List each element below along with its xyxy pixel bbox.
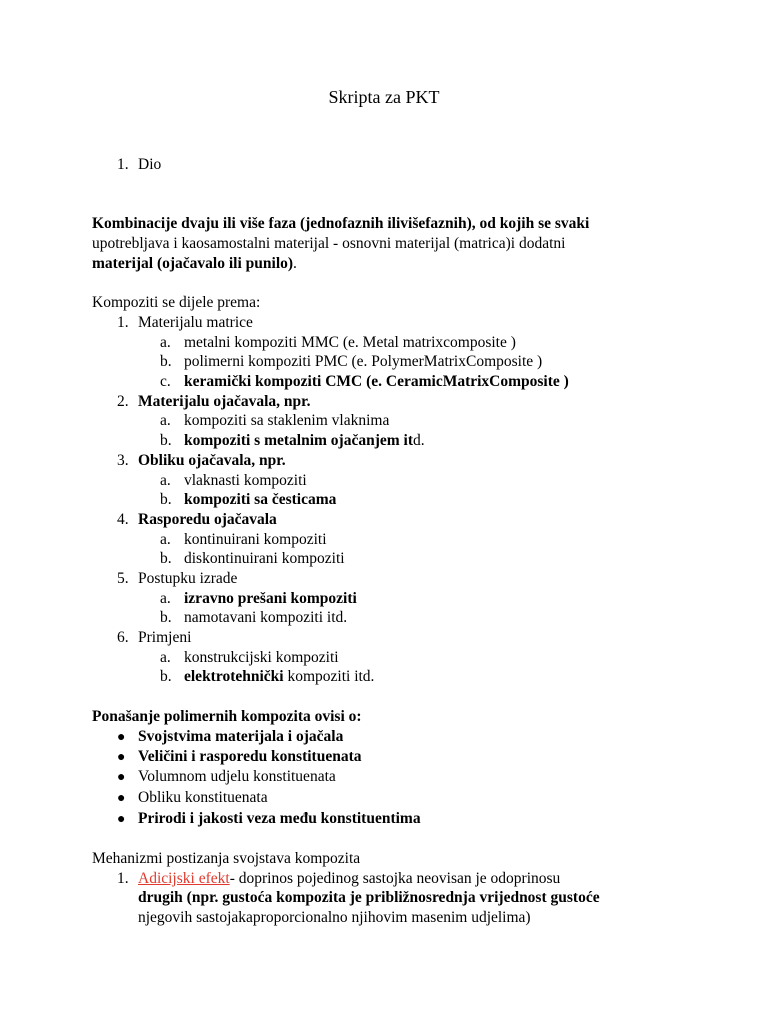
list-item: metalni kompoziti MMC (e. Metal matrixcomposite ): [184, 334, 516, 351]
list-item: [184, 667, 374, 687]
mechanism-line-1-rest: - doprinos pojedinog sastojka neovisan je odoprinosu: [229, 870, 561, 887]
group-label: Obliku ojačavala, npr.: [138, 452, 286, 469]
adicijski-efekt-link[interactable]: Adicijski efekt: [138, 870, 230, 887]
item-mark: a.: [160, 531, 171, 548]
list-item: keramički kompoziti CMC (e. CeramicMatrixComposite ): [184, 373, 569, 390]
list-item: diskontinuirani kompoziti: [184, 550, 345, 567]
group-number: 5.: [117, 570, 129, 587]
item-mark: b.: [160, 432, 172, 449]
item-mark: a.: [160, 472, 171, 489]
list-item: kompoziti sa staklenim vlaknima: [184, 412, 390, 429]
bullet-item: Volumnom udjelu konstituenata: [138, 768, 336, 785]
item-mark: c.: [160, 373, 171, 390]
group-label: Postupku izrade: [138, 570, 238, 587]
list-item: kontinuirani kompoziti: [184, 531, 327, 548]
list-item: polimerni kompoziti PMC (e. PolymerMatrixComposite ): [184, 353, 543, 370]
group-label: Materijalu ojačavala, npr.: [138, 393, 311, 410]
mechanism-line-2: drugih (npr. gustoća kompozita je približnosrednja vrijednost gustoće: [138, 889, 600, 906]
bullet-icon: ●: [117, 730, 126, 745]
division-heading: Kompoziti se dijele prema:: [92, 294, 261, 311]
list-item-tail: d.: [413, 432, 425, 449]
item-mark: b.: [160, 353, 172, 370]
list-item: vlaknasti kompoziti: [184, 472, 307, 489]
group-number: 3.: [117, 452, 129, 469]
bullet-icon: ●: [117, 791, 126, 806]
item-mark: b.: [160, 550, 172, 567]
mechanisms-heading: Mehanizmi postizanja svojstava kompozita: [92, 850, 361, 867]
bullet-item: Svojstvima materijala i ojačala: [138, 728, 344, 745]
definition-line-1: Kombinacije dvaju ili više faza (jednofaznih ilivišefaznih), od kojih se svaki: [92, 215, 590, 232]
definition-end: .: [293, 255, 297, 272]
mechanism-line-1: [138, 869, 560, 889]
bullet-item: Prirodi i jakosti veza među konstituentima: [138, 810, 421, 827]
behaviour-heading: Ponašanje polimernih kompozita ovisi o:: [92, 708, 362, 725]
group-number: 2.: [117, 393, 129, 410]
section-number: 1.: [117, 156, 129, 173]
item-mark: a.: [160, 334, 171, 351]
mechanism-line-3: njegovih sastojakaproporcionalno njihovim masenim udjelima): [138, 909, 531, 926]
group-number: 1.: [117, 314, 129, 331]
section-label: Dio: [138, 156, 162, 173]
list-item: [184, 431, 425, 451]
bullet-icon: ●: [117, 770, 126, 785]
item-mark: a.: [160, 649, 171, 666]
list-item: kompoziti sa česticama: [184, 491, 337, 508]
list-item-bold: kompoziti s metalnim ojačanjem it: [184, 432, 414, 449]
group-number: 4.: [117, 511, 129, 528]
item-mark: a.: [160, 412, 171, 429]
definition-bold-term: materijal (ojačavalo ili punilo): [92, 255, 294, 272]
item-mark: b.: [160, 609, 172, 626]
mechanism-number: 1.: [117, 870, 129, 887]
group-label: Materijalu matrice: [138, 314, 253, 331]
item-mark: b.: [160, 668, 172, 685]
group-number: 6.: [117, 629, 129, 646]
list-item-tail: kompoziti itd.: [283, 668, 375, 685]
bullet-item: Obliku konstituenata: [138, 789, 268, 806]
group-label: Primjeni: [138, 629, 192, 646]
definition-line-3: [92, 254, 297, 274]
list-item-bold: elektrotehnički: [184, 668, 284, 685]
bullet-icon: ●: [117, 812, 126, 827]
item-mark: b.: [160, 491, 172, 508]
list-item: konstrukcijski kompoziti: [184, 649, 339, 666]
page-title: Skripta za PKT: [328, 87, 440, 107]
list-item: izravno prešani kompoziti: [184, 590, 357, 607]
group-label: Rasporedu ojačavala: [138, 511, 277, 528]
list-item: namotavani kompoziti itd.: [184, 609, 348, 626]
item-mark: a.: [160, 590, 171, 607]
bullet-icon: ●: [117, 750, 126, 765]
bullet-item: Veličini i rasporedu konstituenata: [138, 748, 362, 765]
definition-line-2: upotrebljava i kaosamostalni materijal - osnovni materijal (matrica)i dodatni: [92, 235, 566, 252]
